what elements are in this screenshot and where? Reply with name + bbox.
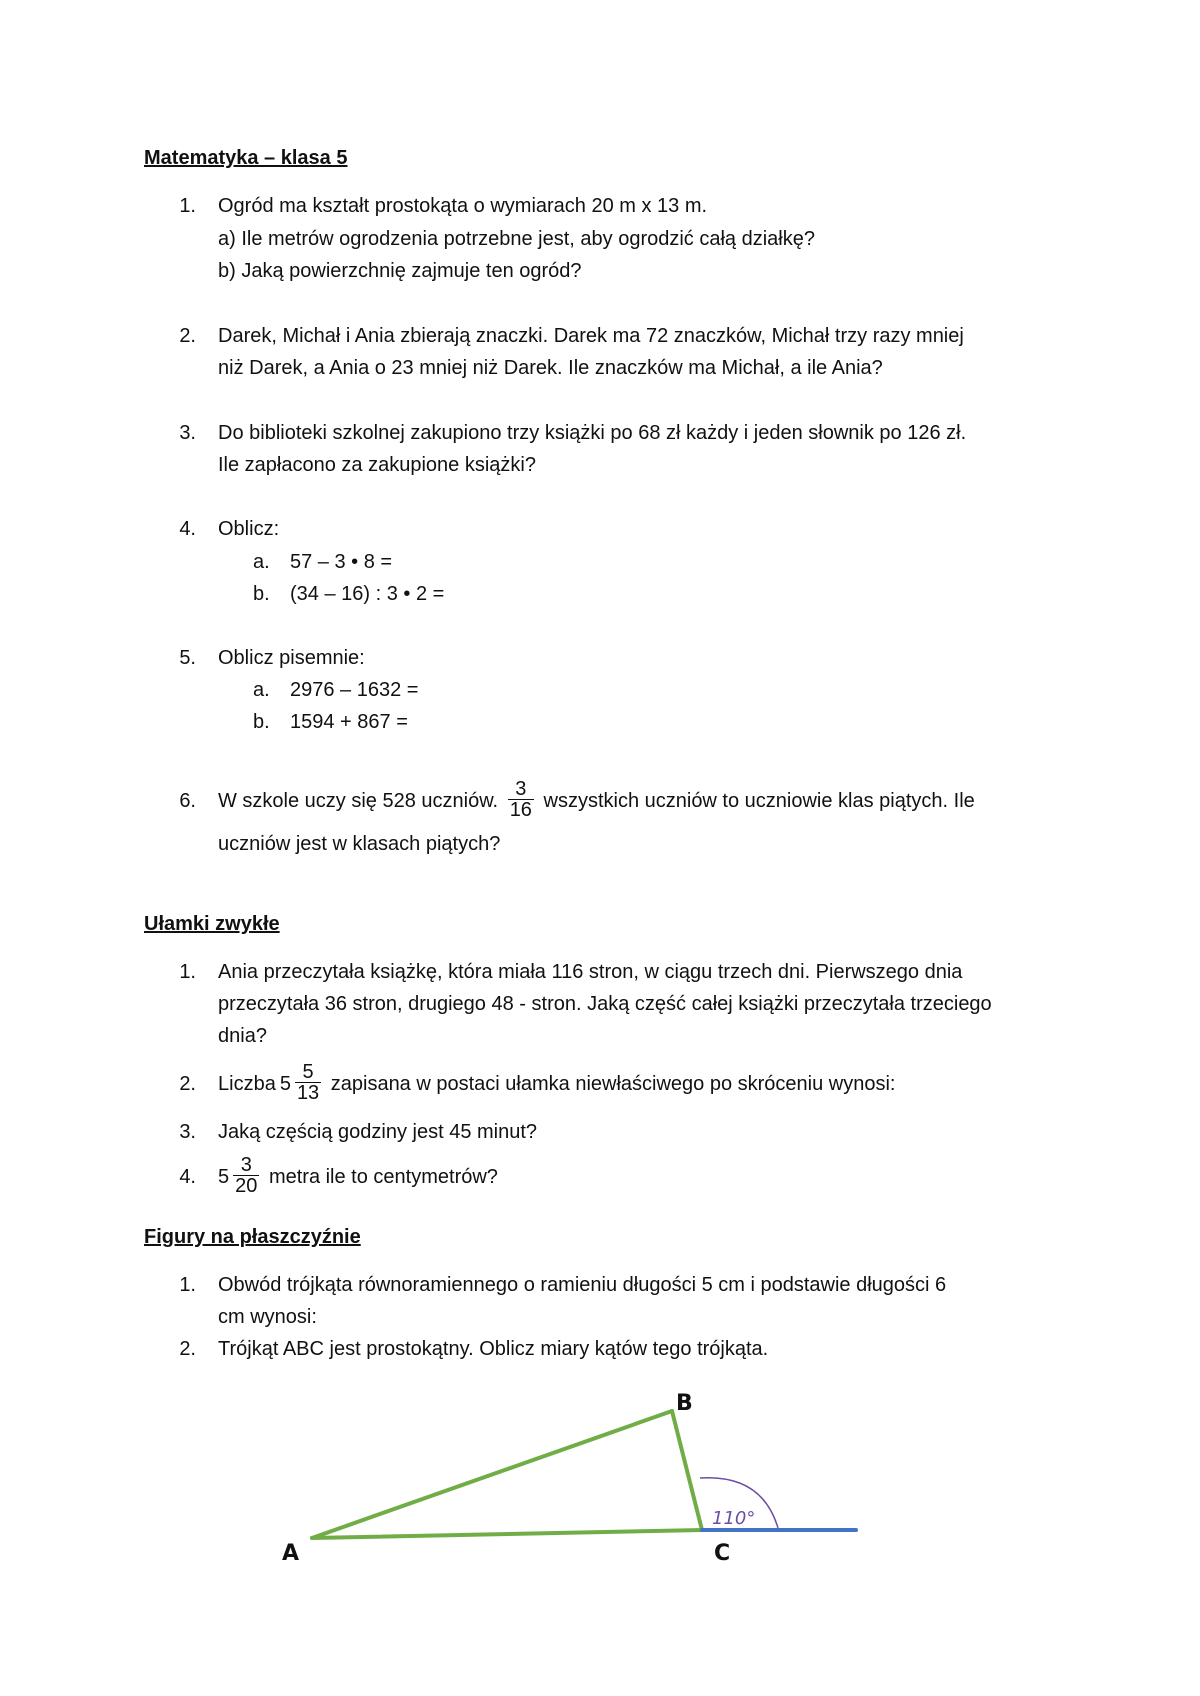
- subtask-label: a.: [253, 551, 270, 573]
- subtask-label: a.: [253, 679, 270, 701]
- vertex-label-a: A: [282, 1541, 300, 1566]
- task-number: 3.: [179, 422, 196, 444]
- section-title-fractions: Ułamki zwykłe: [144, 913, 280, 935]
- task-text: wszystkich uczniów to uczniowie klas piątych. Ile: [543, 790, 975, 812]
- task-text: Ile zapłacono za zakupione książki?: [218, 454, 536, 476]
- task-number: 1.: [179, 195, 196, 217]
- task-text: Do biblioteki szkolnej zakupiono trzy książki po 68 zł każdy i jeden słownik po 126 zł.: [218, 422, 967, 444]
- mixed-number-whole: 5: [218, 1166, 230, 1188]
- task-text: b) Jaką powierzchnię zajmuje ten ogród?: [218, 260, 582, 282]
- task-number: 4.: [179, 518, 196, 540]
- task-text: W szkole uczy się 528 uczniów.: [218, 790, 499, 812]
- mixed-number-whole: 5: [279, 1073, 291, 1095]
- task-number: 4.: [179, 1166, 196, 1188]
- subtask-text: 57 – 3 • 8 =: [290, 551, 393, 573]
- task-text: Oblicz pisemnie:: [218, 647, 365, 669]
- task-text: niż Darek, a Ania o 23 mniej niż Darek. Ile znaczków ma Michał, a ile Ania?: [218, 357, 883, 379]
- task-text: cm wynosi:: [218, 1306, 317, 1328]
- task-text: Liczba: [218, 1073, 276, 1095]
- task-number: 2.: [179, 1073, 196, 1095]
- task-text: uczniów jest w klasach piątych?: [218, 833, 501, 855]
- task-text: Trójkąt ABC jest prostokątny. Oblicz miary kątów tego trójkąta.: [218, 1338, 769, 1360]
- task-number: 5.: [179, 647, 196, 669]
- task-number: 3.: [179, 1121, 196, 1143]
- subtask-text: (34 – 16) : 3 • 2 =: [290, 583, 445, 605]
- task-number: 2.: [179, 1338, 196, 1360]
- subtask-text: 1594 + 867 =: [290, 711, 408, 733]
- task-text: Jaką częścią godziny jest 45 minut?: [218, 1121, 538, 1143]
- task-text: a) Ile metrów ogrodzenia potrzebne jest, aby ogrodzić całą działkę?: [218, 228, 815, 250]
- task-text: zapisana w postaci ułamka niewłaściwego po skróceniu wynosi:: [330, 1073, 896, 1095]
- task-number: 1.: [179, 1274, 196, 1296]
- task-text: Ogród ma kształt prostokąta o wymiarach 20 m x 13 m.: [218, 195, 708, 217]
- vertex-label-c: C: [714, 1541, 731, 1566]
- fraction-numerator: 5: [295, 1062, 321, 1083]
- vertex-label-b: B: [676, 1391, 693, 1416]
- side-ac: [312, 1530, 702, 1538]
- task-text: Obwód trójkąta równoramiennego o ramieniu długości 5 cm i podstawie długości 6: [218, 1274, 947, 1296]
- fraction-denominator: 16: [509, 799, 532, 822]
- side-ab: [312, 1411, 672, 1538]
- task-text: Darek, Michał i Ania zbierają znaczki. Darek ma 72 znaczków, Michał trzy razy mniej: [218, 325, 964, 347]
- fraction-numerator: 3: [508, 779, 534, 800]
- task-text: Ania przeczytała książkę, która miała 116 stron, w ciągu trzech dni. Pierwszego dnia: [218, 961, 963, 983]
- angle-label: 110°: [712, 1508, 756, 1529]
- subtask-label: b.: [253, 711, 270, 733]
- subtask-text: 2976 – 1632 =: [290, 679, 419, 701]
- task-number: 1.: [179, 961, 196, 983]
- section-title-plane-figures: Figury na płaszczyźnie: [144, 1226, 361, 1248]
- subtask-label: b.: [253, 583, 270, 605]
- fraction-denominator: 13: [296, 1082, 320, 1105]
- section-title-math: Matematyka – klasa 5: [144, 147, 348, 169]
- fraction-denominator: 20: [235, 1175, 258, 1198]
- fraction-numerator: 3: [233, 1155, 259, 1176]
- task-text: metra ile to centymetrów?: [268, 1166, 498, 1188]
- side-bc: [672, 1411, 702, 1530]
- task-text: Oblicz:: [218, 518, 280, 540]
- task-text: dnia?: [218, 1025, 267, 1047]
- task-text: przeczytała 36 stron, drugiego 48 - stron. Jaką część całej książki przeczytała trzeciego: [218, 993, 992, 1015]
- task-number: 6.: [179, 790, 196, 812]
- task-number: 2.: [179, 325, 196, 347]
